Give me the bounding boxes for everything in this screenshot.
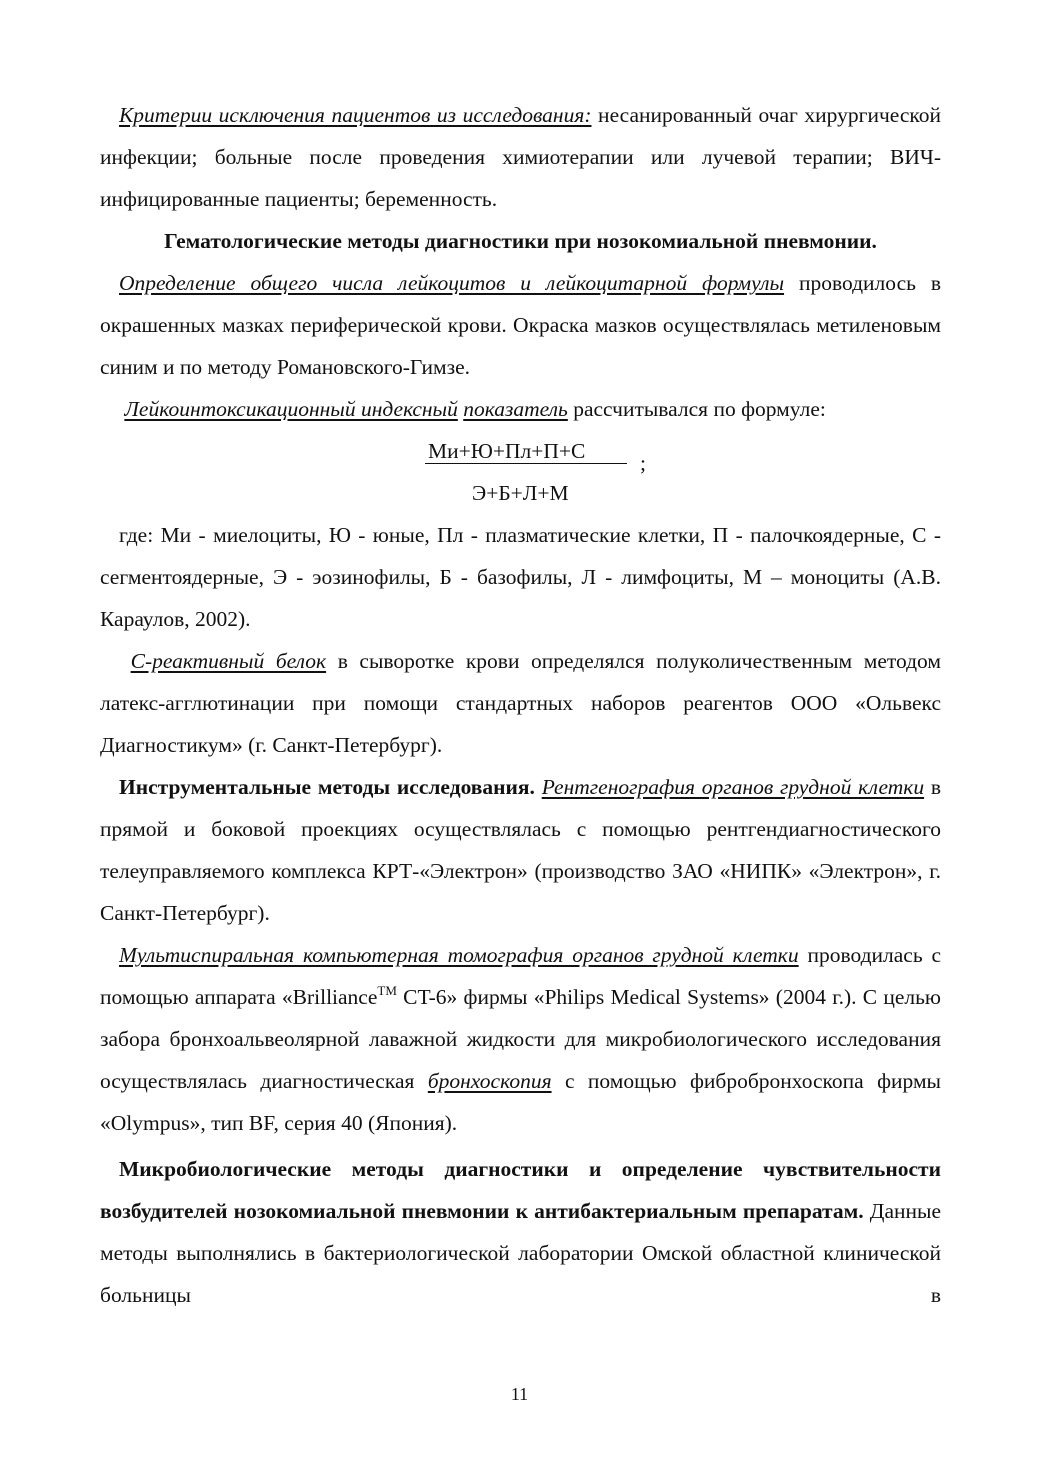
crp-label: С-реактивный белок [130,649,327,673]
fraction-line [425,463,627,464]
bronchoscopy-label: бронхоскопия [427,1069,552,1093]
formula [100,430,941,514]
crp-paragraph [100,640,941,766]
index-paragraph [100,388,941,430]
exclusion-criteria-text: несанированный очаг хирургической инфекции; больные после проведения химиотерапии или лучевой терапии; ВИЧ-инфицированные пациенты; беременность. [100,103,941,211]
legend-paragraph: где: Ми - миелоциты, Ю - юные, Пл - плазматические клетки, П - палочкоядерные, С - сегментоядерные, Э - эозинофилы, Б - базофилы, Л - лимфоциты, М – моноциты (А.В. Караулов, 2002). [100,523,941,631]
exclusion-criteria-paragraph [100,94,941,220]
leukocyte-text: проводилось в окрашенных мазках периферической крови. Окраска мазков осуществлялась метиленовым синим и по методу Романовского-Гимзе. [100,271,941,379]
crp-text: в сыворотке крови определялся полуколичественным методом латекс-агглютинации при помощи стандартных наборов реагентов ООО «Ольвекс Диагностикум» (г. Санкт-Петербург). [100,649,941,757]
index-label-a: Лейкоинтоксикационный индексный [124,397,458,421]
instrumental-paragraph [100,766,941,934]
ct-text-a: проводилась с помощью аппарата «Brilliance [100,943,942,1009]
instrumental-text: в прямой и боковой проекциях осуществлялась с помощью рентгендиагностического телеуправляемого комплекса КРТ-«Электрон» (производство ЗАО «НИПК» «Электрон», г. Санкт-Петербург). [100,775,941,925]
microbiology-text: Данные методы выполнялись в бактериологической лаборатории Омской областной клинической больницы в [100,1199,941,1307]
document-body [100,94,941,1316]
leukocyte-label: Определение общего числа лейкоцитов и лейкоцитарной формулы [119,271,785,295]
page-number: 11 [510,1384,529,1404]
exclusion-criteria-label: Критерии исключения пациентов из исследования: [119,103,592,127]
ct-paragraph [100,934,941,1144]
index-label-b: показатель [463,397,568,421]
trademark-sup: TM [377,983,397,998]
ct-text-b: CT-6» фирмы «Philips Medical Systems» (2004 г.). С целью забора бронхоальвеолярной лаважной жидкости для микробиологического исследования осуществлялась диагностическая [100,985,941,1093]
formula-denominator: Э+Б+Л+М [472,481,569,505]
formula-numerator: Ми+Ю+Пл+П+С [428,439,586,463]
formula-semicolon: ; [640,451,646,475]
index-text: рассчитывался по формуле: [567,397,826,421]
microbiology-paragraph [100,1148,941,1316]
ct-text-c: с помощью фибробронхоскопа фирмы «Olympus», тип BF, серия 40 (Япония). [100,1069,942,1135]
section-heading-hematology: Гематологические методы диагностики при нозокомиальной пневмонии. [164,229,877,253]
ct-label: Мультиспиральная компьютерная томография органов грудной клетки [119,943,799,967]
microbiology-heading: Микробиологические методы диагностики и определение чувствительности возбудителей нозокомиальной пневмонии к антибактериальным препаратам. [100,1157,941,1223]
leukocyte-paragraph [100,262,941,388]
instrumental-heading: Инструментальные методы исследования. [119,775,535,799]
xray-label: Рентгенография органов грудной клетки [541,775,925,799]
